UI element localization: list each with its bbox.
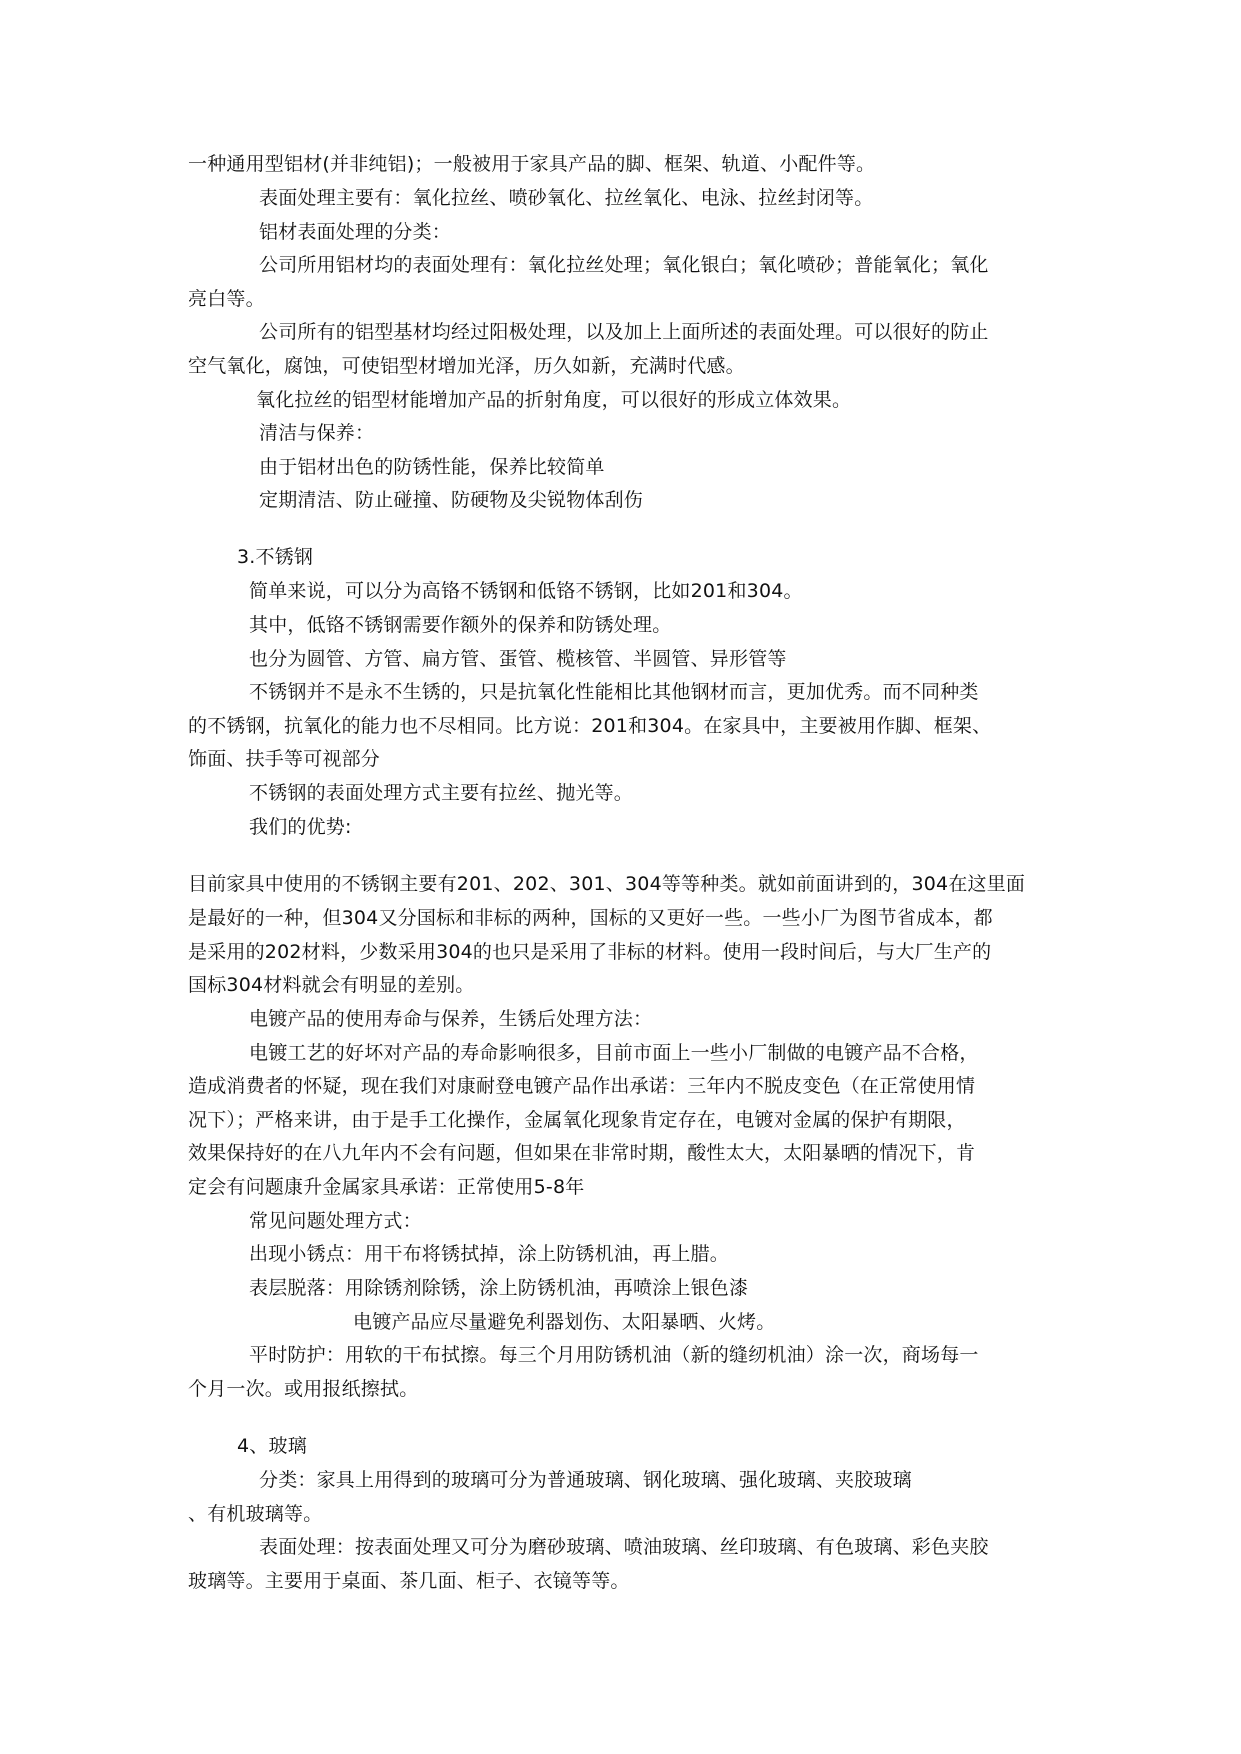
text-line: 电镀产品应尽量避免利器划伤、太阳暴晒、火烤。 [353, 1311, 776, 1333]
text-line: 也分为圆管、方管、扁方管、蛋管、榄核管、半圆管、异形管等 [249, 648, 787, 670]
text-line: 是采用的202材料，少数采用304的也只是采用了非标的材料。使用一段时间后，与大厂生产的 [188, 941, 992, 963]
text-line: 况下）；严格来讲，由于是手工化操作，金属氧化现象肯定存在，电镀对金属的保护有期限， [188, 1109, 966, 1131]
section-heading: 3.不锈钢 [237, 546, 314, 568]
text-line: 定会有问题康升金属家具承诺：正常使用5-8年 [188, 1176, 585, 1198]
text-line: 效果保持好的在八九年内不会有问题，但如果在非常时期，酸性太大，太阳暴晒的情况下，肯 [188, 1142, 976, 1164]
text-line: 清洁与保养： [259, 422, 375, 444]
text-line: 的不锈钢，抗氧化的能力也不尽相同。比方说：201和304。在家具中，主要被用作脚、框架、 [188, 715, 992, 737]
text-line: 表层脱落：用除锈剂除锈，涂上防锈机油，再喷涂上银色漆 [249, 1277, 749, 1299]
text-line: 其中，低铬不锈钢需要作额外的保养和防锈处理。 [249, 614, 672, 636]
text-line: 定期清洁、防止碰撞、防硬物及尖锐物体刮伤 [259, 489, 644, 511]
text-line: 国标304材料就会有明显的差别。 [188, 974, 475, 996]
text-line: 饰面、扶手等可视部分 [188, 748, 381, 770]
text-line: 不锈钢的表面处理方式主要有拉丝、抛光等。 [249, 782, 634, 804]
text-line: 分类：家具上用得到的玻璃可分为普通玻璃、钢化玻璃、强化玻璃、夹胶玻璃 [259, 1469, 912, 1491]
text-line: 氧化拉丝的铝型材能增加产品的折射角度，可以很好的形成立体效果。 [256, 389, 852, 411]
text-line: 表面处理：按表面处理又可分为磨砂玻璃、喷油玻璃、丝印玻璃、有色玻璃、彩色夹胶 [259, 1536, 989, 1558]
text-line: 铝材表面处理的分类： [259, 221, 452, 243]
text-line: 、有机玻璃等。 [188, 1503, 323, 1525]
text-line: 出现小锈点：用干布将锈拭掉，涂上防锈机油，再上腊。 [249, 1243, 730, 1265]
text-line: 不锈钢并不是永不生锈的，只是抗氧化性能相比其他钢材而言，更加优秀。而不同种类 [249, 681, 979, 703]
text-line: 由于铝材出色的防锈性能，保养比较简单 [259, 456, 605, 478]
text-line: 公司所用铝材均的表面处理有：氧化拉丝处理；氧化银白；氧化喷砂；普能氧化；氧化 [259, 254, 989, 276]
text-line: 简单来说，可以分为高铬不锈钢和低铬不锈钢，比如201和304。 [249, 580, 803, 602]
text-line: 电镀工艺的好坏对产品的寿命影响很多，目前市面上一些小厂制做的电镀产品不合格， [249, 1042, 979, 1064]
text-line: 玻璃等。主要用于桌面、茶几面、柜子、衣镜等等。 [188, 1570, 630, 1592]
text-line: 表面处理主要有：氧化拉丝、喷砂氧化、拉丝氧化、电泳、拉丝封闭等。 [259, 187, 874, 209]
section-heading: 4、玻璃 [237, 1435, 307, 1457]
text-line: 常见问题处理方式： [249, 1210, 422, 1232]
text-line: 亮白等。 [188, 288, 265, 310]
text-line: 个月一次。或用报纸擦拭。 [188, 1378, 419, 1400]
text-line: 平时防护：用软的干布拭擦。每三个月用防锈机油（新的缝纫机油）涂一次，商场每一 [249, 1344, 979, 1366]
text-line: 公司所有的铝型基材均经过阳极处理，以及加上上面所述的表面处理。可以很好的防止 [259, 321, 989, 343]
text-line: 造成消费者的怀疑，现在我们对康耐登电镀产品作出承诺：三年内不脱皮变色（在正常使用情 [188, 1075, 976, 1097]
text-line: 我们的优势: [249, 816, 352, 838]
text-line: 目前家具中使用的不锈钢主要有201、202、301、304等等种类。就如前面讲到的，304在这里面 [188, 873, 1026, 895]
text-line: 电镀产品的使用寿命与保养，生锈后处理方法： [249, 1008, 653, 1030]
text-line: 空气氧化，腐蚀，可使铝型材增加光泽，历久如新，充满时代感。 [188, 355, 745, 377]
text-line: 是最好的一种，但304又分国标和非标的两种，国标的又更好一些。一些小厂为图节省成本，都 [188, 907, 993, 929]
text-line: 一种通用型铝材(并非纯铝)；一般被用于家具产品的脚、框架、轨道、小配件等。 [188, 153, 876, 175]
